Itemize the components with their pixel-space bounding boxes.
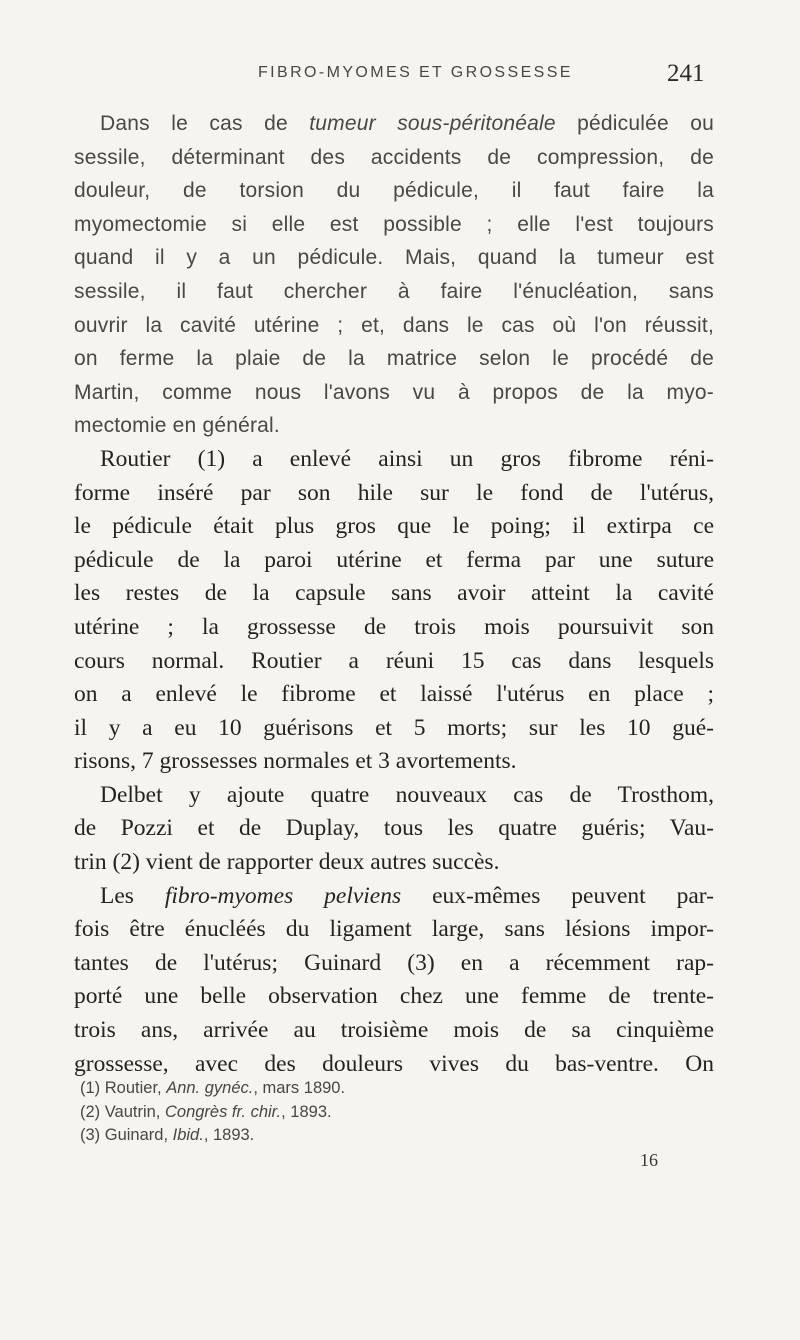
paragraph-4: [74, 880, 714, 1082]
footnote-source: Congrès fr. chir.: [164, 1102, 282, 1121]
footnote-text: (2) Vautrin,: [80, 1102, 165, 1121]
text-line: on ferme la plaie de la matrice selon le procédé de: [74, 347, 714, 371]
text-segment: eux-mêmes peuvent par-: [401, 882, 714, 909]
text-line: fois être énucléés du ligament large, sans lésions impor-: [74, 916, 714, 943]
text-line: utérine ; la grossesse de trois mois poursuivit son: [74, 613, 714, 640]
text-line: Delbet y ajoute quatre nouveaux cas de Trosthom,: [100, 781, 714, 808]
text-line: les restes de la capsule sans avoir atteint la cavité: [74, 580, 714, 607]
text-segment: pédiculée ou: [555, 112, 714, 135]
footnote-source: Ibid.: [172, 1126, 204, 1144]
footnote-text: , 1893.: [203, 1126, 255, 1144]
footnotes: [80, 1077, 680, 1148]
footnote-1: [80, 1077, 680, 1101]
running-head: [0, 60, 800, 94]
text-line: mectomie en général.: [74, 414, 280, 438]
text-line: on a enlevé le fibrome et laissé l'utérus en place ;: [74, 681, 714, 708]
text-line: trois ans, arrivée au troisième mois de sa cinquième: [74, 1017, 714, 1044]
footnote-text: (3) Guinard,: [80, 1126, 173, 1144]
text-line: forme inséré par son hile sur le fond de l'utérus,: [74, 479, 714, 506]
footnote-2: [80, 1101, 680, 1125]
text-line: [74, 107, 714, 141]
paragraph-2: [74, 443, 714, 779]
footnote-3: [80, 1124, 680, 1148]
italic-term: tumeur sous-péritonéale: [309, 112, 556, 135]
text-line: quand il y a un pédicule. Mais, quand la tumeur est: [74, 246, 714, 270]
text-line: [74, 880, 714, 914]
text-segment: Dans le cas de: [100, 112, 310, 135]
text-line: de Pozzi et de Duplay, tous les quatre guéris; Vau-: [74, 815, 714, 842]
text-line: myomectomie si elle est possible ; elle l'est toujours: [74, 212, 714, 236]
text-line: ouvrir la cavité utérine ; et, dans le cas où l'on réussit,: [74, 313, 714, 337]
text-line: le pédicule était plus gros que le poing; il extirpa ce: [74, 513, 714, 540]
text-line: sessile, il faut chercher à faire l'énucléation, sans: [74, 279, 714, 303]
italic-term: fibro-myomes pelviens: [164, 882, 402, 909]
footnote-source: Ann. gynéc.: [166, 1079, 254, 1097]
footnote-text: , mars 1890.: [253, 1079, 346, 1097]
text-line: pédicule de la paroi utérine et ferma par une suture: [74, 546, 714, 573]
text-line: il y a eu 10 guérisons et 5 morts; sur les 10 gué-: [74, 714, 714, 741]
running-title: FIBRO-MYOMES ET GROSSESSE: [258, 64, 573, 81]
text-line: cours normal. Routier a réuni 15 cas dans lesquels: [74, 647, 714, 674]
text-line: sessile, déterminant des accidents de compression, de: [74, 145, 714, 169]
text-line: grossesse, avec des douleurs vives du bas-ventre. On: [74, 1050, 714, 1077]
text-line: tantes de l'utérus; Guinard (3) en a récemment rap-: [74, 949, 714, 976]
paragraph-1: [74, 107, 714, 443]
body-text: [74, 107, 714, 1081]
footnote-text: (1) Routier,: [80, 1079, 167, 1097]
text-segment: Les: [100, 882, 165, 909]
text-line: risons, 7 grossesses normales et 3 avortements.: [74, 748, 517, 775]
text-line: Martin, comme nous l'avons vu à propos de la myo-: [74, 380, 714, 404]
printer-signature-mark: 16: [640, 1150, 658, 1170]
text-line: Routier (1) a enlevé ainsi un gros fibrome réni-: [100, 445, 714, 472]
text-line: trin (2) vient de rapporter deux autres succès.: [74, 849, 500, 876]
text-line: douleur, de torsion du pédicule, il faut faire la: [74, 179, 714, 203]
paragraph-3: [74, 779, 714, 880]
footnote-text: , 1893.: [281, 1102, 332, 1121]
text-line: porté une belle observation chez une femme de trente-: [74, 983, 714, 1010]
page-number: 241: [667, 60, 705, 87]
